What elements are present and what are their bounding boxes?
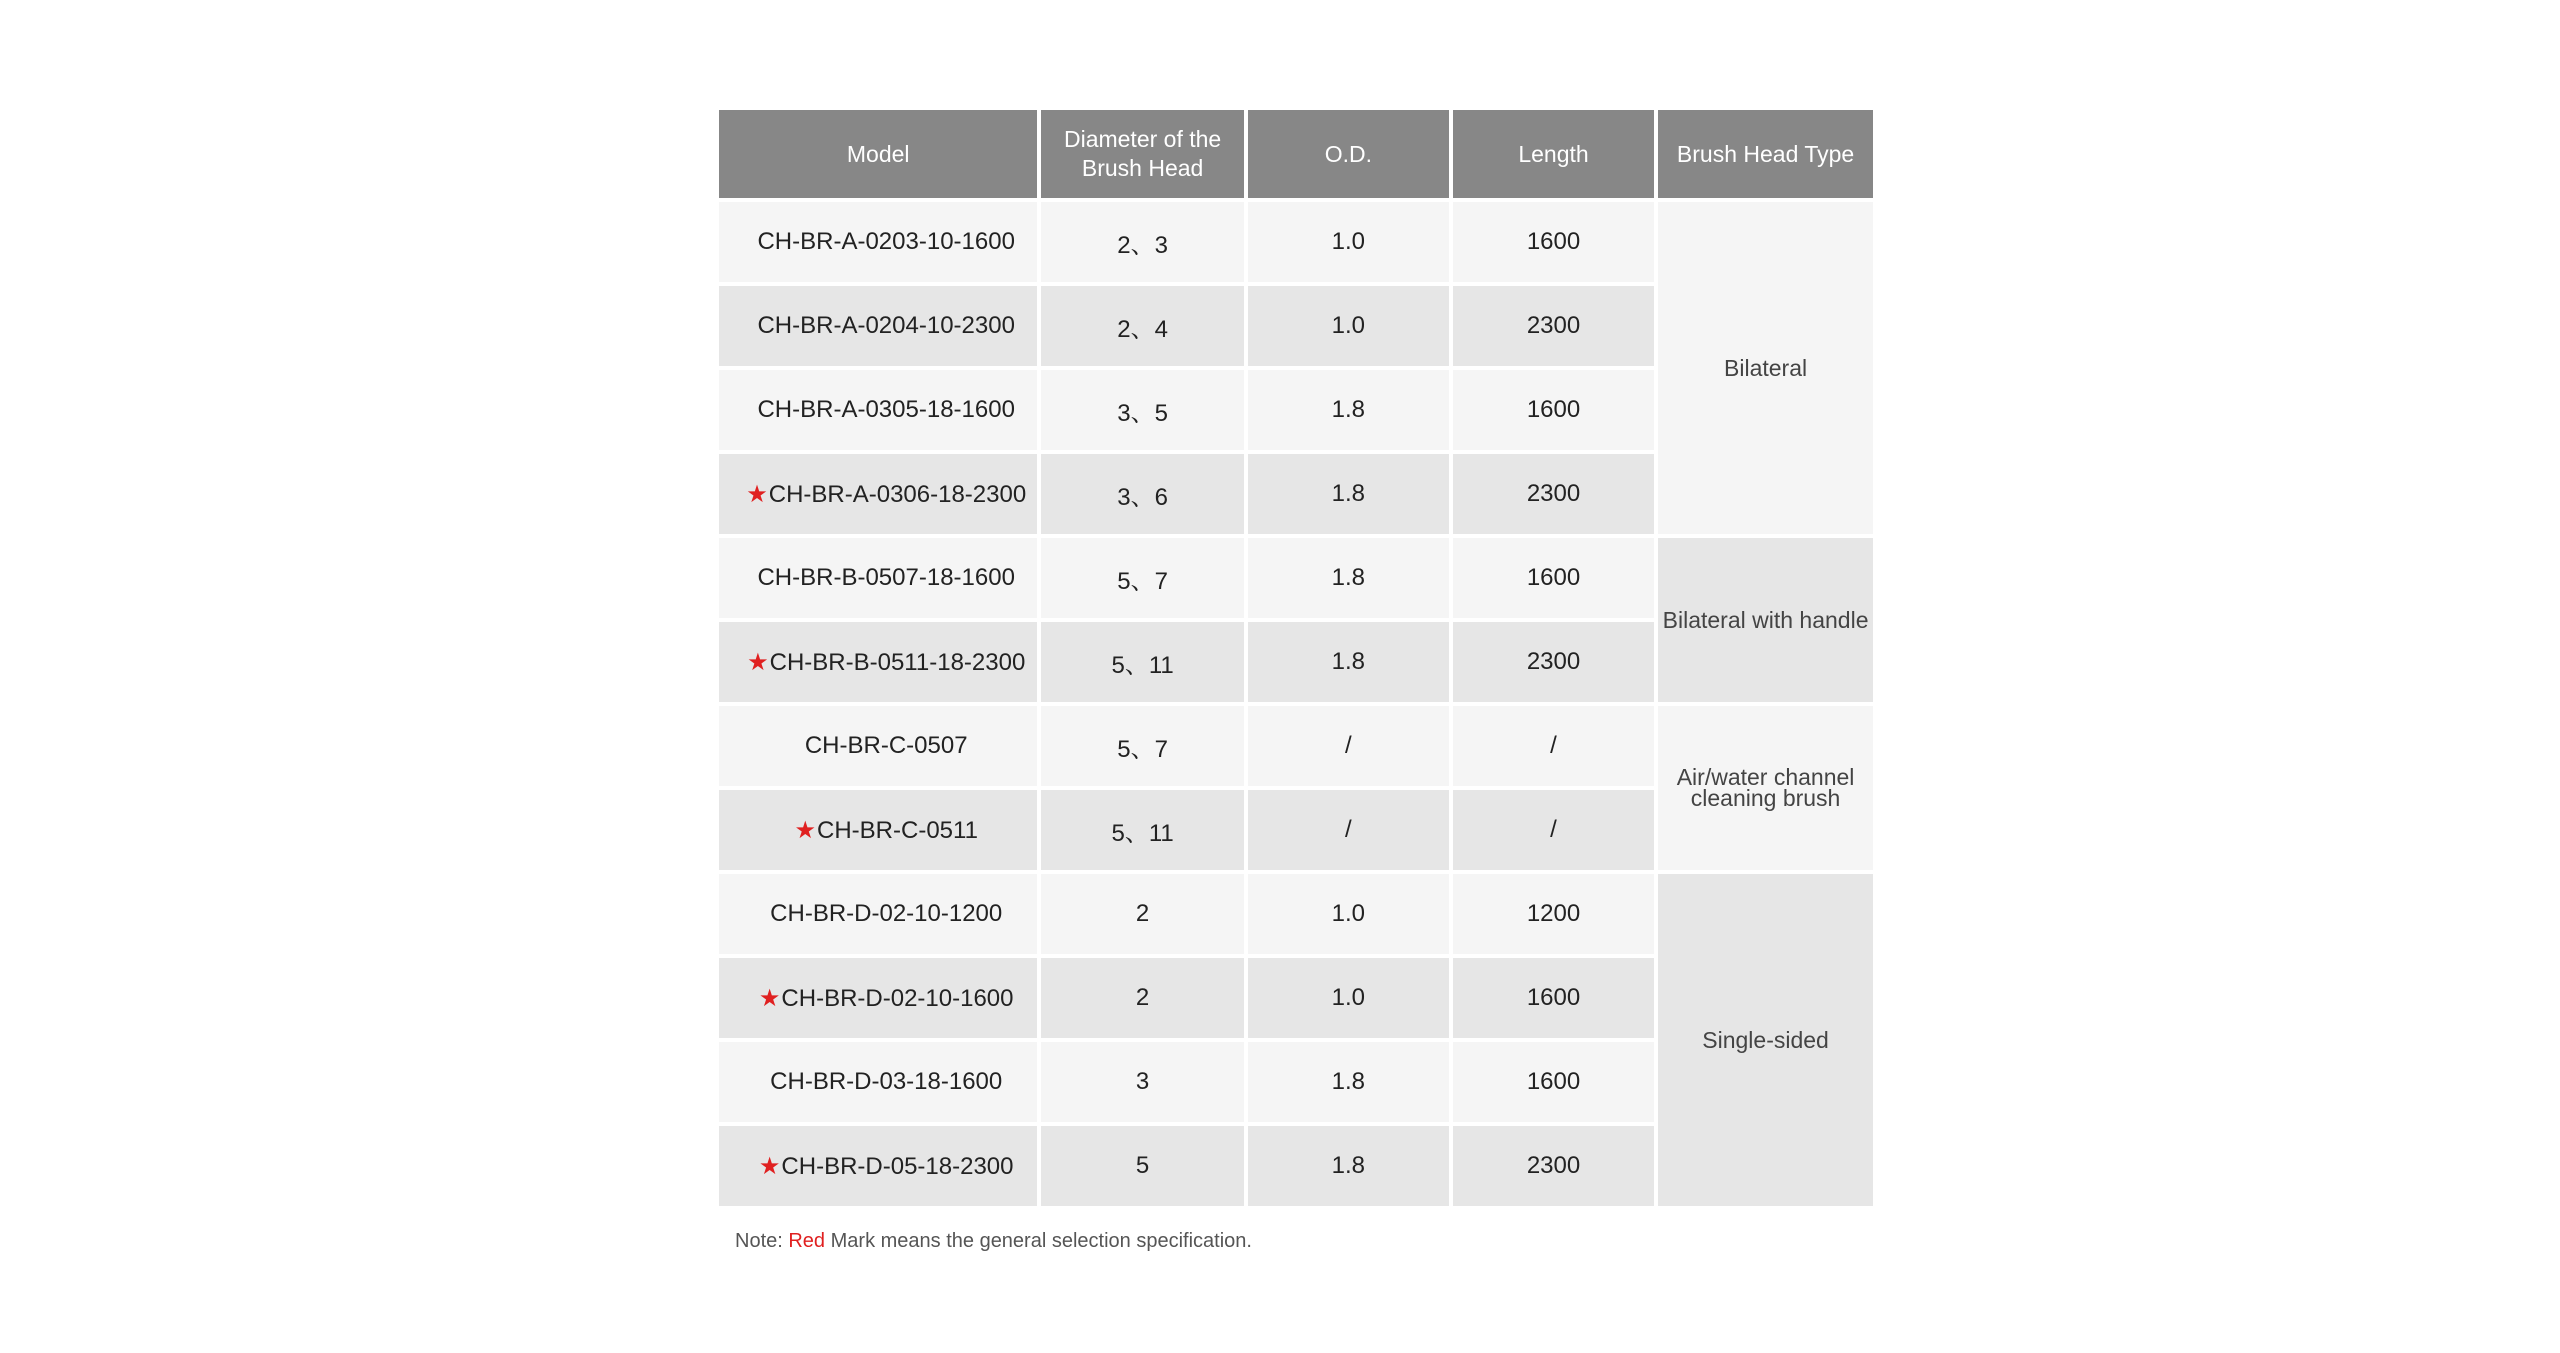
od-cell: 1.8: [1248, 1126, 1449, 1206]
table-header-row: [719, 110, 1873, 198]
star-icon: ★: [758, 984, 781, 1012]
model-text: CH-BR-D-03-18-1600: [770, 1068, 1003, 1095]
model-text: CH-BR-D-02-10-1600: [781, 984, 1014, 1012]
od-cell: 1.8: [1248, 538, 1449, 618]
model-cell: [719, 706, 1037, 786]
footnote: [735, 1230, 1877, 1253]
od-cell: 1.0: [1248, 286, 1449, 366]
diameter-cell: 5、7: [1041, 538, 1243, 618]
header-diameter: Diameter of the Brush Head: [1041, 110, 1243, 198]
spec-table: [715, 106, 1877, 1210]
star-icon: ★: [747, 648, 769, 676]
diameter-cell: 2、3: [1041, 202, 1243, 282]
table-row: [719, 538, 1873, 618]
od-cell: 1.8: [1248, 454, 1449, 534]
model-cell: [719, 370, 1037, 450]
length-cell: /: [1453, 706, 1654, 786]
length-cell: 1600: [1453, 538, 1654, 618]
model-cell: [719, 790, 1037, 870]
star-icon: ★: [794, 816, 816, 844]
table-row: [719, 706, 1873, 786]
length-cell: 1200: [1453, 874, 1654, 954]
header-model: Model: [719, 110, 1037, 198]
type-cell-air-water: [1658, 706, 1873, 870]
diameter-cell: 2: [1041, 958, 1243, 1038]
type-cell-bilateral-handle: Bilateral with handle: [1658, 538, 1873, 702]
model-cell: [719, 958, 1037, 1038]
length-cell: 2300: [1453, 454, 1654, 534]
note-prefix: Note:: [735, 1230, 789, 1252]
length-cell: 1600: [1453, 370, 1654, 450]
diameter-cell: 2: [1041, 874, 1243, 954]
length-cell: 1600: [1453, 1042, 1654, 1122]
model-cell: [719, 454, 1037, 534]
note-red-word: Red: [788, 1230, 826, 1252]
od-cell: 1.8: [1248, 1042, 1449, 1122]
table-row: [719, 874, 1873, 954]
note-suffix: Mark means the general selection specification.: [825, 1230, 1252, 1252]
type-cell-bilateral: Bilateral: [1658, 202, 1873, 534]
od-cell: 1.0: [1248, 202, 1449, 282]
model-cell: [719, 874, 1037, 954]
star-icon: ★: [758, 1152, 781, 1180]
star-icon: ★: [746, 480, 768, 508]
model-text: CH-BR-B-0511-18-2300: [769, 648, 1026, 676]
od-cell: /: [1248, 706, 1449, 786]
model-text: CH-BR-C-0507: [804, 732, 968, 759]
type-cell-single-sided: Single-sided: [1658, 874, 1873, 1206]
length-cell: 2300: [1453, 622, 1654, 702]
diameter-cell: 5: [1041, 1126, 1243, 1206]
od-cell: 1.8: [1248, 370, 1449, 450]
model-text: CH-BR-C-0511: [817, 816, 978, 844]
header-length: Length: [1453, 110, 1654, 198]
length-cell: 1600: [1453, 958, 1654, 1038]
model-text: CH-BR-B-0507-18-1600: [757, 564, 1015, 591]
model-cell: [719, 1126, 1037, 1206]
model-cell: [719, 538, 1037, 618]
model-cell: [719, 202, 1037, 282]
header-od: O.D.: [1248, 110, 1449, 198]
model-text: CH-BR-D-02-10-1200: [770, 900, 1003, 927]
od-cell: 1.0: [1248, 874, 1449, 954]
diameter-cell: 3、5: [1041, 370, 1243, 450]
type-air-water-text: Air/water channel cleaning brush: [1676, 764, 1855, 811]
diameter-cell: 2、4: [1041, 286, 1243, 366]
od-cell: 1.0: [1248, 958, 1449, 1038]
diameter-cell: 5、11: [1041, 790, 1243, 870]
length-cell: /: [1453, 790, 1654, 870]
diameter-cell: 3: [1041, 1042, 1243, 1122]
model-text: CH-BR-D-05-18-2300: [781, 1152, 1014, 1180]
model-text: CH-BR-A-0204-10-2300: [757, 312, 1015, 339]
model-cell: [719, 622, 1037, 702]
diameter-cell: 5、11: [1041, 622, 1243, 702]
diameter-cell: 5、7: [1041, 706, 1243, 786]
length-cell: 1600: [1453, 202, 1654, 282]
od-cell: 1.8: [1248, 622, 1449, 702]
spec-table-wrapper: [719, 110, 1877, 1253]
model-cell: [719, 286, 1037, 366]
diameter-cell: 3、6: [1041, 454, 1243, 534]
header-type: Brush Head Type: [1658, 110, 1873, 198]
model-text: CH-BR-A-0305-18-1600: [757, 396, 1015, 423]
od-cell: /: [1248, 790, 1449, 870]
length-cell: 2300: [1453, 1126, 1654, 1206]
model-text: CH-BR-A-0203-10-1600: [757, 228, 1015, 255]
model-cell: [719, 1042, 1037, 1122]
table-row: [719, 202, 1873, 282]
length-cell: 2300: [1453, 286, 1654, 366]
model-text: CH-BR-A-0306-18-2300: [768, 480, 1027, 508]
